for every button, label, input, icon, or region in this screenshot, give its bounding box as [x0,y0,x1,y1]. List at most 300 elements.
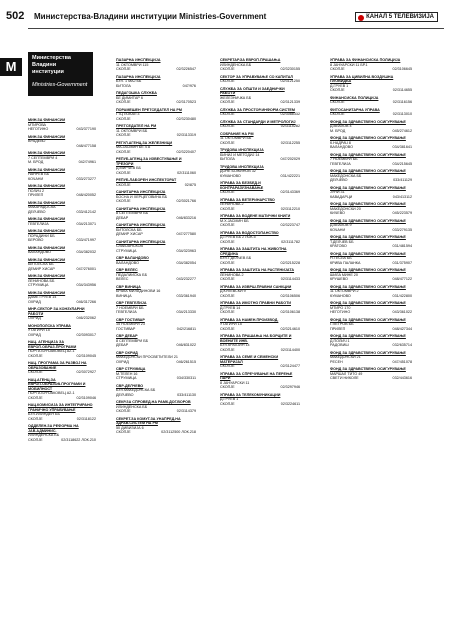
listing-name: ТРУДОВА ИНСПЕКЦИЈА [220,164,264,169]
listing-name: ФОНД ЗА ЗДРАВСТВЕНО ОСИГУРУВАЊЕ [330,218,406,223]
listing-address: 7 НОЕМВРИ ББ [330,157,358,161]
listing-entry [116,318,196,332]
listing-name: МИН.ЗА ФИНАНСИИ [28,151,66,155]
listing-city-phone [220,261,300,266]
listing-city-phone [116,294,196,299]
listing-address: УТАГИРИ 15 [28,328,50,332]
listing-name: НАЦ.КОМИСИЈА ЗА ИНТЕГРИРАНО ГРАНИЧНО УПРАВУВАЊЕ [28,403,93,412]
listing-phone: 034/382054 [176,260,196,265]
listing-phone: 046/833216 [176,215,196,220]
listing-city: ВЕЛЕС [116,277,129,281]
listing-name: УПРАВА ЗА ВЕТЕРИНАРСТВО [220,197,275,202]
listing-city-phone [330,100,412,105]
listing-entry [330,351,412,365]
section-banner [28,52,93,96]
listing-city: СКОПЈЕ [116,116,131,121]
listing-address: ЛЕНИНОВА 2 [220,202,244,206]
listing-phone: 046/831022 [176,343,196,347]
listing-city: М. БРОД [330,128,346,133]
listing-name: ФОНД ЗА ЗДРАВСТВЕНО ОСИГУРУВАЊЕ [330,301,406,305]
listing-entry [220,120,300,129]
listing-phone: 045/274612 [392,128,412,133]
listing-city: СКОПЈЕ [116,149,131,154]
listing-city-phone [220,112,300,117]
listing-city: СКОПЈЕ [220,140,235,145]
listing-name: УПРАВА ЗА ВОДЕНЕ МАТИЧНИ КНИГИ [220,214,291,218]
listing-phone: 031/375907 [392,260,412,265]
listing-city: СКОПЈЕ [220,401,235,406]
listing-entry [220,285,300,299]
listing-phone: 047/976 [182,83,196,88]
listing-address: 8 СЕПТЕМВРИ ББ [116,338,149,343]
listing-address: 7 СЕПТЕМВРИ 4 [28,155,58,160]
listing-phone: 043/361022 [392,310,412,314]
listing-phone: 047/276001 [76,266,96,271]
listing-entry [116,75,196,89]
listing-name: РЕПУБ.ЛАБОРЕН ИНСПЕКТОРАТ [116,178,177,182]
listing-city: СКОПЈЕ [330,88,345,92]
listing-name: УПРАВА ЗА СЕМЕ И СЕМЕНСКИ МАТЕРИЈАЛ [220,355,279,364]
listing-phone: 048/420052 [76,193,96,197]
listing-address: 8 СЕПТЕМВРИ ББ [116,211,149,215]
listing-name: РЕПУБ.АГЕНЦ.ЗА ИЗВЕСТУВАЊЕ И ТРЕЗОРИ [116,157,182,166]
listing-address: ДАМЕ ГРУЕВ 14 [28,295,57,299]
listing-entry [28,118,96,132]
listing-address: Н.ТЕСЛА ББ [330,256,352,260]
listing-city-phone [220,174,300,179]
listing-city-phone [220,100,300,105]
listing-entry [116,268,196,282]
listing-city-phone [116,277,196,282]
listing-address: ПЕДАЛИИСКА ББ [116,272,148,277]
listing-city: СКОПЈЕ [116,100,131,104]
listing-city: ГЕВГЕЛИЈА [116,310,137,314]
listing-city: СКОПЈЕ [220,239,235,244]
listing-entry [220,198,300,212]
listing-phone: 02/3143369 [280,190,300,194]
listing-city: ДЕЛЧЕВО [28,209,46,214]
listing-city-phone [330,343,412,348]
listing-city: КРАТОВО [330,244,347,248]
listing-city-phone [116,430,196,435]
listing-name: МИН.ЗА ФИНАНСИИ [28,217,66,221]
listing-entry [220,231,300,245]
listing-address: Г.ПЕТРОВ ББ [330,322,354,326]
listing-entry [28,246,96,255]
listing-city-phone [220,385,300,390]
listing-address: ЛЕНИНОВА 2 [220,272,244,277]
listing-entry [330,120,412,134]
listing-name: СВР ВЕЛЕС [116,268,138,272]
listing-city: ДЕМИР ХИСАР [28,266,55,271]
listing-city-phone [116,67,196,72]
listing-phone: 034/382032 [76,250,96,254]
listing-name: СЛУЖБА ЗА ПРОСТОР.ИНФОРМ.СИСТЕМ [220,107,295,112]
listing-phone: 031/481594 [392,244,412,248]
listing-name: САНИТАРНА ИНСПЕКЦИЈА [116,223,166,227]
listing-name: ТРУДОВА ИНСПЕКЦИЈА [220,148,264,152]
listing-entry [220,148,300,162]
listing-entry [116,141,196,155]
listing-city: СКОПЈЕ [116,182,131,187]
listing-entry [116,400,196,414]
listing-name: ПОРАМЕШЕН ПРЕТСЕДАТЕЛ НА РМ [116,107,182,112]
listing-city-phone [116,171,196,176]
listing-phone: 02/3297946 [280,385,300,389]
listing-city: СКОПЈЕ [28,395,43,400]
listing-phone: 043/377190 [76,127,96,131]
listing-city-phone [116,249,196,254]
listing-entry [330,235,412,249]
listing-entry [116,223,196,237]
listing-city-phone [220,67,300,72]
listing-address: МАКЕДОНСКИ ПРОСВЕТИТЕЛИ 21 [116,355,178,359]
listing-address: ИЛИНДЕНСКА ББ [220,62,252,67]
listing-address: Д.ГРУЕВ ББ 2 ЛОК.5 [220,235,256,239]
listing-address: Д.ГРУЕВ 14 [220,305,241,310]
listing-entry [220,132,300,146]
listing-entry [116,301,196,315]
listing-city: М. БРОД [28,160,44,164]
listing-city-phone [116,376,196,381]
header-divider [28,28,444,29]
listing-city-phone [116,216,196,221]
listing-phone: 02/3113319 [176,133,196,137]
listing-city: ВАЛАНДОВО [116,260,139,265]
listing-entry [220,355,300,369]
listing-entry [116,367,196,381]
listing-entry [330,301,412,315]
listing-phone: 043/413112 [392,194,412,199]
listing-city-phone [116,150,196,155]
listing-entry [28,424,96,442]
listing-entry [220,165,300,179]
listing-entry [116,351,196,365]
listing-name: ФОНД ЗА ЗДРАВСТВЕНО ОСИГУРУВАЊЕ [330,136,406,140]
listing-phone: 02/3114433 [280,277,300,281]
listing-phone: 033/411130 [177,392,196,397]
listing-name: ПАЗАРНА ИНСПЕКЦИЈА [116,74,161,79]
listing-city-phone [116,393,196,398]
listing-city: КРИВА ПАЛАНКА [330,260,361,265]
listing-address: 8 ЈАНУАРСКИ 11 [220,380,250,385]
listing-city-phone [220,124,300,129]
listing-entry [116,207,196,221]
listing-city: РЕСЕН [330,359,343,364]
logo-text: КАНАЛ 5 ТЕЛЕВИЗИЈА [366,14,434,20]
listing-name: МИН.ЗА ФИНАНСИИ [28,290,66,295]
listing-name: МИН.ЗА ФИНАНСИИ [28,118,66,122]
listing-address: БОСНА И ХЕРЦЕГОВИНА ББ [116,194,168,199]
listing-entry [28,274,96,288]
listing-city-phone [116,183,196,188]
listing-name: СВР ДЕБАР [116,334,138,338]
listing-phone: 02/3118122 [76,416,96,421]
listing-city: ОХРИД [116,359,129,364]
listing-city-phone [330,327,412,332]
listing-name: МНР-СЕКТОР ЗА КОНЗУЛАРНИ РАБОТИ [28,307,85,316]
listing-city-phone [28,160,96,165]
listing-city: КОЧАНИ [330,227,346,232]
listing-city: СКОПЈЕ [28,437,43,442]
listing-city-phone [330,178,412,183]
listing-address: Д.ВЛАХОВ 4 [330,124,352,128]
listing-entry [28,324,96,338]
listing-name: СВР ГОСТИВАР [116,317,145,322]
listing-phone: 02/3121250 [280,79,300,83]
listing-phone: 02/3226547 [176,67,196,71]
listing-entry [220,301,300,315]
listing-city: НЕГОТИНО [28,127,49,131]
listing-entry [330,367,412,381]
listing-phone: 048/477122 [392,277,412,281]
listing-entry [220,58,300,72]
listing-name: СЛУЖБА ЗА СТАНДАРДИ И МЕТРОЛОГИЈ [220,119,296,124]
listing-city: БИТОЛА [116,83,131,88]
listing-name: ПАЗАРНА ИНСПЕКЦИЈА [116,58,161,62]
listing-city-phone [220,364,300,369]
listing-phone: 02/3112500 ЛОК.218 [161,430,196,434]
listing-address: К.НАДРАЧ 8 [330,140,351,145]
listing-address: МАКЕДОНСКА ББ [330,173,362,178]
listing-phone: 02/3116156 [392,100,412,104]
listing-city: СКОПЈЕ [220,112,235,116]
listing-name: НАЦ. ПРОГРАМА ЗА РАЗВОЈ НА ОБРАЗОВАНИЕ [28,361,87,370]
listing-address: 11 ОКТОМВРИ ББ [220,136,252,140]
listing-entry [330,219,412,233]
listing-phone: 045/223579 [392,211,412,215]
listing-name: ФОНД ЗА ЗДРАВСТВЕНО ОСИГУРУВАЊЕ [330,317,406,322]
listing-city: ОХРИД [28,332,41,337]
listing-name: УПРАВА ЗА ФИНАНСИСКА ПОЛИЦИЈА [330,58,401,62]
listing-name: МИН.ЗА ФИНАНСИИ [28,257,66,262]
listing-city-phone [28,333,96,338]
listing-address: ИЛИНДЕНСКА ББ [28,433,60,437]
listing-city: РАДОВИШ [330,343,349,347]
listing-city-phone [116,327,196,332]
listing-entry [116,178,196,187]
listing-phone: 02/3088332 [280,112,300,116]
listing-phone: 02/3106506 [280,293,300,298]
listing-entry [330,285,412,299]
listing-address: 8 ЈАНУАРСКИ 11 БР.1 [330,62,368,67]
listing-name: СЕКТОР ЗА УПРАВУВАЊЕ СО КАПИТАЛ [220,74,294,79]
listing-entry [116,157,196,175]
listing-address: УТАГИРИ 15 [220,322,242,326]
listing-city-phone [220,79,300,84]
page-header [0,0,452,40]
listing-address: БИТОЛСКА ББ [28,262,54,266]
listing-city: СКОПЈЕ [330,100,345,104]
listing-city: ДЕБАР [116,343,129,347]
listing-city-phone [116,84,196,89]
listing-entry [330,268,412,282]
listing-phone: 034/330311 [176,376,196,380]
listing-city-phone [330,277,412,282]
listing-city-phone [220,348,300,353]
listing-name: СВР ВАЛАНДОВО [116,256,149,260]
listing-entry [28,403,96,421]
listing-city-phone [220,310,300,315]
listing-phone: 047/451078 [392,359,412,364]
listing-address: МАРШАЛ ТИТО 49 [330,371,363,376]
listing-city-phone [116,133,196,138]
listing-city-phone [330,261,412,266]
listing-city: СКОПЈЕ [330,67,345,71]
listing-city-phone [116,232,196,237]
listing-entry [28,258,96,272]
listing-city: ДЕЛЧЕВО [116,392,134,397]
listing-name: МИН.ЗА ФИНАНСИИ [28,274,66,278]
listing-city: НЕГОТИНО [330,310,351,314]
listing-phone: 043/232277 [176,277,196,281]
listing-phone: 033/361940 [176,293,196,298]
listing-city-phone [220,327,300,332]
listing-phone: 042/216811 [176,326,196,331]
listing-city: СКОПЈЕ [28,370,43,374]
listing-entry [330,169,412,183]
listing-entry [28,378,96,401]
listing-name: УПРАВА ЗА ЦИВИЛНА ВОЗДУШНА ПЛОВИДБА [330,74,394,83]
logo-dot-icon [358,15,364,21]
listing-entry [330,108,412,117]
listing-name: ФОНД ЗА ЗДРАВСТВЕНО ОСИГУРУВАЊЕ [330,202,406,206]
listing-city-phone [220,141,300,146]
listing-city-phone [28,144,96,149]
listing-phone: 02/3114655 [392,88,412,92]
listing-name: САНИТАРНА ИНСПЕКЦИЈА [116,190,166,194]
listing-phone: 02/3106138 [280,310,300,314]
listing-name: УПРАВА ЗА БЕЗБЕД.И КОНТРАРАЗУЗНАВАЊЕ [220,181,264,190]
listing-city: СКОПЈЕ [116,199,131,203]
listing-name: УПРАВА ЗА ИЗВРШ.ПРАВНИ САНКЦИИ [220,284,292,289]
listing-address: МАКЕДОНСКИ 20 [330,206,361,211]
listing-city: ГЕВГЕЛИЈА [28,221,49,226]
listing-phone: 034/381641 [392,145,412,149]
listing-city-phone [116,409,196,414]
listing-city: СКОПЈЕ [28,353,43,358]
listing-city-phone [220,277,300,282]
listing-city-phone [28,238,96,243]
listing-address: 50 ДИВИЗИЈА 6 [116,425,144,430]
listing-address: ЈУНИ 31 [330,190,345,194]
listing-city-phone [116,100,196,105]
listing-entry [28,361,96,375]
listing-city: СКОПЈЕ [220,385,235,389]
listing-address: СЛАВЈАНСКОВ [116,244,143,248]
listing-phone: 047/202029 [280,157,300,161]
section-title-mk: Министерства Владини институции [32,55,71,75]
listing-city: СКОПЈЕ [220,260,235,265]
listing-phone: 02/3214610 [280,326,300,331]
listing-phone: 02/3230155 [280,67,300,71]
listing-city-phone [220,294,300,299]
listing-phone: 02/3118622 ЛОК.210 [61,437,96,442]
listing-address: ИЛИНДЕНСКА ББ [116,404,148,409]
listing-city: СТРУМИЦА [28,283,49,287]
listing-address: МТИРО 170 [330,305,351,310]
listing-city: ГОСТИВАР [116,326,136,331]
listing-name: УПРАВА ЗА НАМЕН.ПРОИЗВОД. [220,317,279,322]
listing-entry [220,318,300,332]
listing-phone: 02/3112255 [280,140,300,145]
listing-city-phone [28,438,96,443]
listing-address: БУЛ.КРАЛЈИН 14 [220,343,250,347]
listing-city: СКОПЈЕ [220,100,235,104]
page-title: Министерства-Владини институции Ministries-Government [34,12,267,21]
listing-phone: 02/3072927 [76,370,96,374]
listing-city: СКОПЈЕ [28,416,43,421]
listing-entry [220,393,300,407]
listing-city: ВАЛАНДОВО [330,145,353,149]
listing-column-4 [330,58,412,384]
listing-city-phone [330,88,412,93]
listing-entry [28,201,96,215]
listing-address: ЛЕНИНОВА ББ [28,278,55,283]
listing-entry [28,340,96,358]
listing-address: Д.КУЛЕВСКИ 9 [220,289,246,293]
listing-address: БУЛ.ИЛИНДЕН ББ [28,412,60,416]
listing-address: МАКАРАДОСКА [28,205,56,209]
listing-address: Д.ГРУЕВ 1 [220,397,239,401]
listing-name: СЛУЖБА ЗА ОПШТИ И ЗАЕДНИЧКИ РАБОТИ [220,86,285,95]
listing-city: ДЕМИР ХИСАР [116,232,143,236]
listing-name: ФИНАНСИСКА ПОЛИЦИЈА [330,95,379,100]
listing-phone: 046/261515 [176,359,196,364]
listing-phone: 031/422800 [392,293,412,298]
listing-name: ФИТОСАНИТАРНА УПРАВА [330,107,380,112]
page-number: 502 [6,10,25,22]
listing-address: НАНРЕВ ББ [28,172,50,176]
listing-city: СКОПЈЕ [220,277,235,281]
listing-name: ОДДЕЛЕН.ЗА РЕФОРМА НА ЈАВ.АДМИНИС. [28,424,79,433]
listing-phone: 031/422221 [280,173,300,178]
listing-city-phone [28,300,96,305]
listing-city: СКОПЈЕ [116,409,131,413]
listing-entry [116,91,196,105]
listing-name: ФОНД ЗА ЗДРАВСТВЕНО ОСИГУРУВАЊЕ [330,185,406,190]
listing-city: БИТОЛА [220,157,235,161]
listing-phone: 02/3230480 [176,116,196,121]
listing-city: СКОПЈЕ [330,112,345,116]
listing-name: ПЕДАГОШКА СЛУЖБА [116,91,157,95]
listing-address: БЕ ДИМИТАР 6 [116,95,143,100]
listing-phone: 02/3114379 [176,409,196,413]
listing-phone: 02/3093017 [76,332,96,337]
listing-city: СКОПЈЕ [220,206,235,211]
listing-address: 15 НОЕМВРИ 23 [116,322,145,326]
listing-phone: 032/443616 [392,376,412,380]
listing-city: ДЕЛЧЕВО [330,178,348,182]
listing-address: 11 ОКТОМВРИ 2 [330,289,359,293]
section-title-en: Ministries-Government [32,82,88,88]
listing-entry [220,334,300,352]
listing-name: СВР-ДЕЛЧЕВО [116,383,144,388]
listing-city: КУМАНОВО [330,293,351,298]
listing-name: СВР СТРУМИЦА [116,367,146,371]
listing-city: СКОПЈЕ [220,67,235,71]
listing-phone: 02/3021766 [176,199,196,203]
listing-name: ФОНД ЗА ЗДРАВСТВЕНО ОСИГУРУВАЊЕ [330,334,406,338]
listing-city-phone [116,117,196,122]
listing-city-phone [28,193,96,198]
listing-city-phone [28,316,96,321]
listing-name: НАЦ.АГЕНЦ.ЗА ЕВРОП.ОБРАЗОВ.ПРОГРАМИ И МОБИЛНОСТ [28,377,86,391]
listing-name: ФОНД ЗА ЗДРАВСТВЕНО ОСИГУРУВАЊЕ [330,268,406,272]
listing-name: УПРАВА ЗА ПРАШАЊА НА БОРЦИТЕ И ВОЕНИТЕ ИНВ. [220,334,292,343]
listing-entry [330,186,412,200]
listing-phone: 02/3114400 [280,347,300,352]
